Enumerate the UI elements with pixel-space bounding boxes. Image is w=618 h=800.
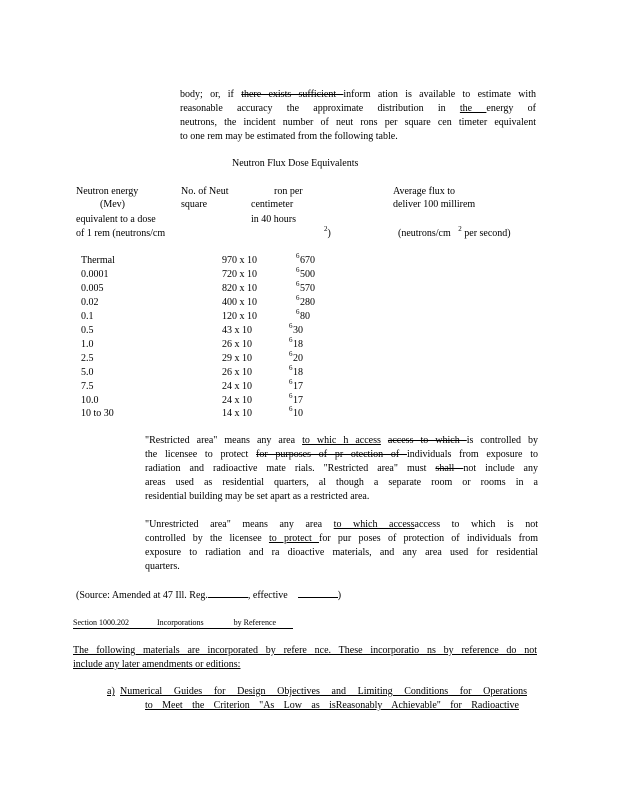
unit-text: (neutrons/cm [398,228,451,239]
restricted-line-5: residential building may be set apart as a restricted area. [145,491,370,502]
header-neutrons-2b: centimeter [251,199,294,210]
table-row [0,310,618,324]
header-neutrons-2: square [181,199,208,210]
close-paren: ) [327,228,331,239]
energy-cell: 7.5 [81,381,94,392]
item-a-line-2: to Meet the Criterion "As Low as isReasonably Achievable" for Radioactive [145,700,519,711]
exponent-cell: 6 [289,405,293,413]
superscript: 2 [324,225,328,233]
neutrons-cell: 29 x 10 [222,353,252,364]
unrestricted-line-3: exposure to radiation and ra dioactive materials, and any area used for residential [145,547,538,558]
table-row [0,282,618,296]
inserted-text: to which access [333,519,415,530]
energy-cell: 1.0 [81,339,94,350]
header-energy-1: Neutron energy [76,186,139,197]
definition-text: controlled by the licensee [145,533,269,544]
energy-cell: 0.02 [81,297,99,308]
restricted-line-2 [145,448,538,462]
table-row [0,324,618,338]
header-energy-3: equivalent to a dose [76,214,156,225]
section-title: Incorporations [157,617,204,628]
energy-cell: 0.1 [81,311,94,322]
unrestricted-line-2 [145,532,538,546]
header-flux-2: deliver 100 millirem [393,199,476,210]
inserted-text: to protect [268,533,319,544]
section-heading-underline [73,628,293,629]
table-row [0,407,618,421]
energy-cell: 2.5 [81,353,94,364]
intro-line-3: neutrons, the incident number of neut rons per square cen timeter equivalent [180,117,536,128]
restricted-line-3 [145,462,538,476]
definition-text: the licensee to protect [145,449,256,460]
flux-cell: 18 [293,339,303,350]
spacer-text [381,435,388,446]
source-note [76,588,341,602]
header-energy-2: (Mev) [100,199,125,210]
inserted-text: the [459,103,487,114]
intro-line-1 [180,88,536,102]
neutrons-cell: 24 x 10 [222,395,252,406]
exponent-cell: 6 [289,322,293,330]
deleted-text: shall [435,463,464,474]
neutrons-cell: 120 x 10 [222,311,257,322]
table-row [0,338,618,352]
flux-cell: 80 [300,311,310,322]
definition-text: access to which is not [414,519,538,530]
energy-cell: 0.5 [81,325,94,336]
unrestricted-line-4: quarters. [145,561,180,572]
table-row [0,296,618,310]
incorporation-line-2: include any later amendments or editions: [73,659,241,670]
source-blank-2 [298,588,338,598]
definition-text: radiation and radioactive mate rials. "Restricted area" must [145,463,436,474]
header-neutrons-1b: ron per [274,186,303,197]
flux-cell: 280 [300,297,315,308]
definition-text: "Restricted area" means any area [145,435,303,446]
restricted-line-4: areas used as residential quarters, al though a separate room or rooms in a [145,477,538,488]
deleted-text: for purposes of pr otection of [256,449,407,460]
restricted-line-1 [145,434,538,448]
table-row [0,268,618,282]
unrestricted-line-1 [145,518,538,532]
exponent-cell: 6 [289,378,293,386]
definition-text: "Unrestricted area" means any area [145,519,334,530]
neutrons-cell: 820 x 10 [222,283,257,294]
neutrons-cell: 14 x 10 [222,408,252,419]
energy-cell: 0.005 [81,283,104,294]
item-a-text-2 [145,699,519,713]
flux-cell: 500 [300,269,315,280]
source-text: , effective [247,590,288,601]
section-number: Section 1000.202 [73,617,129,628]
source-blank-1 [208,588,248,598]
exponent-cell: 6 [296,252,300,260]
flux-cell: 18 [293,367,303,378]
intro-text: inform ation is available to estimate with [343,89,536,100]
deleted-text: access to which [387,435,467,446]
neutrons-cell: 720 x 10 [222,269,257,280]
item-a-label: a) [107,686,115,697]
intro-line-4: to one rem may be estimated from the following table. [180,131,398,142]
table-row [0,366,618,380]
flux-cell: 30 [293,325,303,336]
exponent-cell: 6 [289,392,293,400]
flux-cell: 17 [293,395,303,406]
neutrons-cell: 43 x 10 [222,325,252,336]
header-neutrons-1: No. of Neut [181,186,229,197]
header-flux-1: Average flux to [393,186,456,197]
exponent-cell: 6 [296,308,300,316]
intro-line-2 [180,102,536,116]
deleted-text: there exists sufficient [241,89,344,100]
incorporation-paragraph [73,644,537,672]
exponent-cell: 6 [289,350,293,358]
neutrons-cell: 970 x 10 [222,255,257,266]
energy-cell: 5.0 [81,367,94,378]
energy-cell: 10 to 30 [81,408,114,419]
exponent-cell: 6 [296,294,300,302]
neutrons-cell: 400 x 10 [222,297,257,308]
inserted-text: to whic h access [302,435,381,446]
superscript: 2 [458,225,462,233]
header-flux-4 [398,227,511,241]
energy-cell: Thermal [81,255,115,266]
intro-text: body; or, if [180,89,242,100]
energy-cell: 0.0001 [81,269,109,280]
unrestricted-area-definition [145,518,538,574]
source-text: ) [337,590,342,601]
table-row [0,380,618,394]
intro-text: reasonable accuracy the approximate distribution in [180,103,460,114]
item-a-line-1: Numerical Guides for Design Objectives and Limiting Conditions for Operations [120,686,527,697]
exponent-cell: 6 [296,266,300,274]
table-row [0,394,618,408]
flux-cell: 670 [300,255,315,266]
flux-cell: 20 [293,353,303,364]
energy-cell: 10.0 [81,395,99,406]
source-text: (Source: Amended at 47 Ill. Reg. [76,590,208,601]
neutrons-cell: 26 x 10 [222,339,252,350]
incorporation-line-1: The following materials are incorporated by refere nce. These incorporatio ns by reference do not [73,645,537,656]
definition-text: is controlled by [466,435,538,446]
header-neutrons-3: in 40 hours [251,214,296,225]
neutrons-cell: 26 x 10 [222,367,252,378]
definition-text: not include any [463,463,538,474]
definition-text: for pur poses of protection of individuals from [319,533,539,544]
exponent-cell: 6 [289,336,293,344]
unit-text: per second) [464,228,511,239]
flux-cell: 570 [300,283,315,294]
exponent-cell: 6 [296,280,300,288]
table-row [0,352,618,366]
restricted-area-definition [145,434,538,504]
exponent-cell: 6 [289,364,293,372]
section-title-tail: by Reference [233,617,277,628]
definition-text: individuals from exposure to [406,449,538,460]
intro-text: energy of [486,103,537,114]
header-neutrons-4 [324,227,331,241]
flux-cell: 17 [293,381,303,392]
neutrons-cell: 24 x 10 [222,381,252,392]
flux-cell: 10 [293,408,303,419]
intro-paragraph [180,88,536,144]
header-energy-4: of 1 rem (neutrons/cm [76,228,166,239]
item-a-text [120,685,527,699]
table-row [0,254,618,268]
table-title: Neutron Flux Dose Equivalents [232,158,359,169]
